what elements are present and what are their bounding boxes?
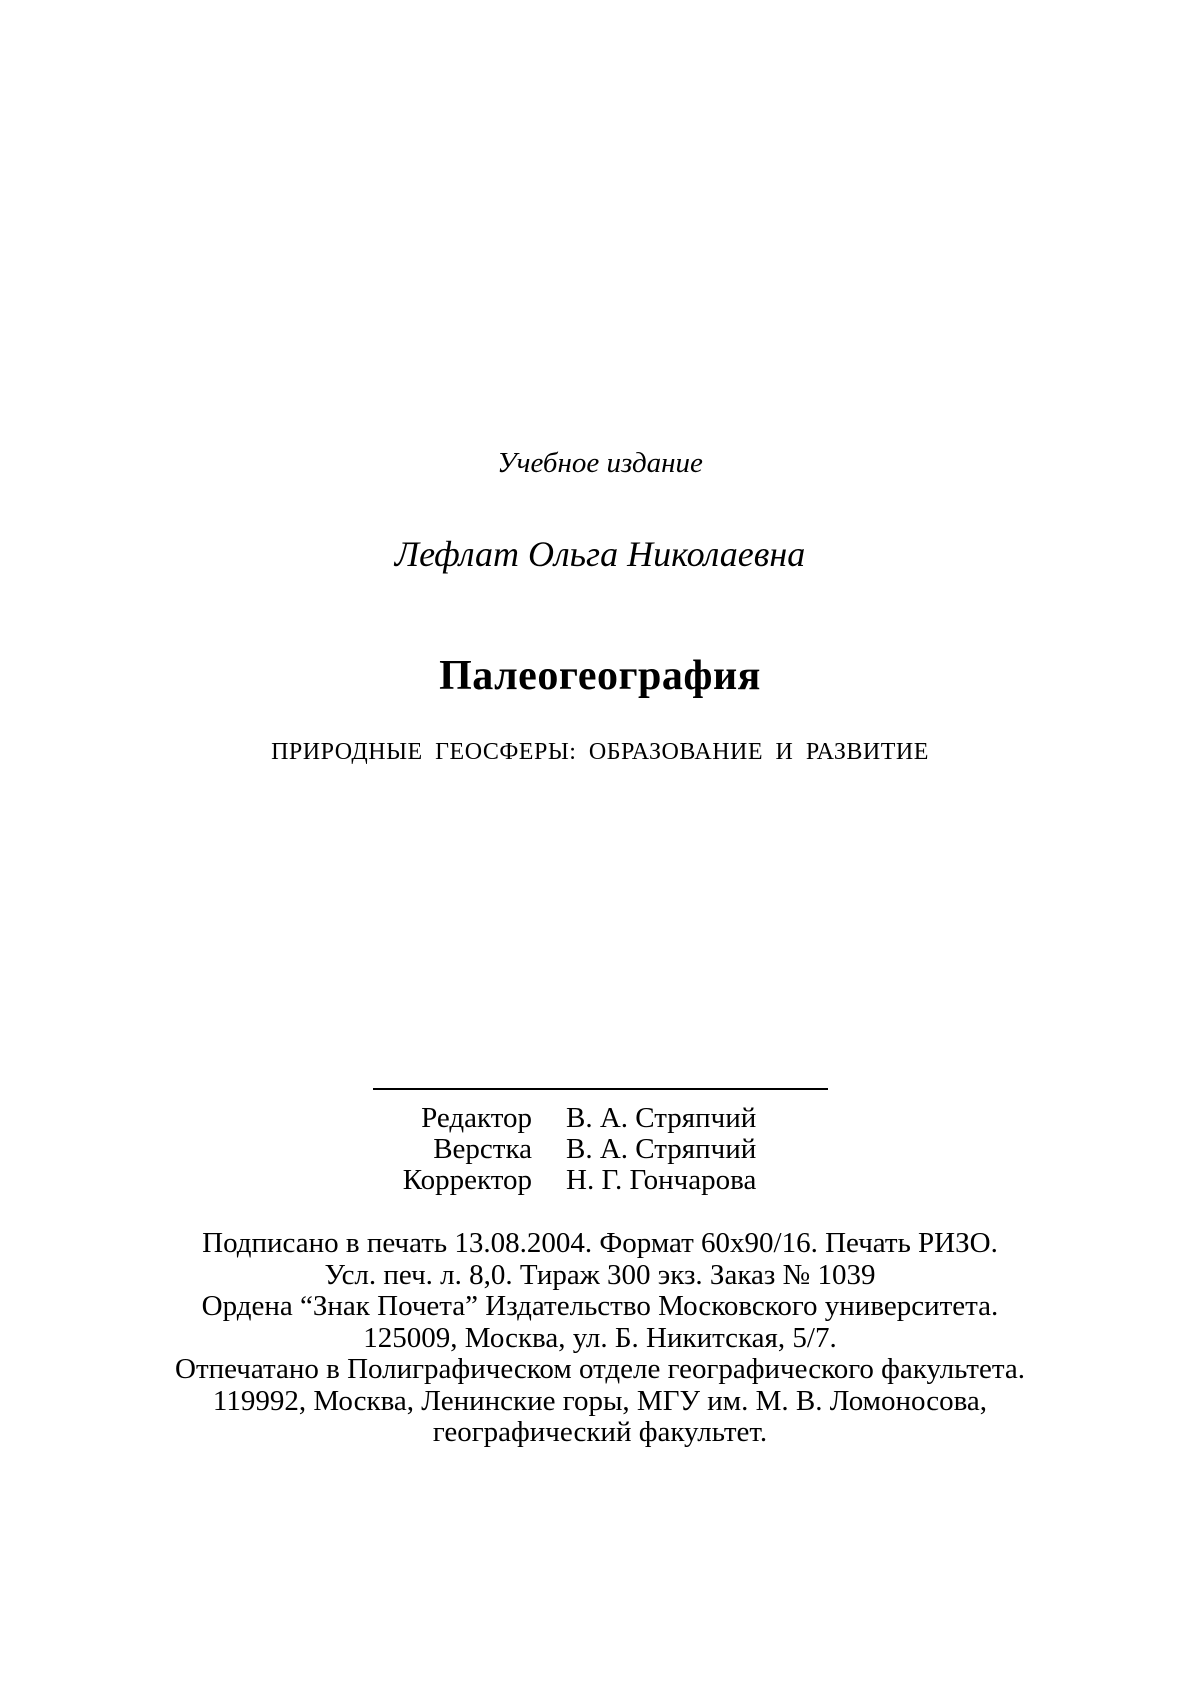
author-name: Лефлат Ольга Николаевна	[394, 534, 806, 574]
imprint-line: Отпечатано в Полиграфическом отделе географического факультета.	[175, 1353, 1025, 1385]
credits-block	[0, 1102, 1200, 1195]
credit-name: В. А. Стряпчий	[566, 1102, 757, 1134]
credit-role: Редактор	[421, 1102, 532, 1134]
credit-role: Верстка	[433, 1133, 532, 1165]
imprint-line: географический факультет.	[432, 1416, 768, 1448]
imprint-line: Усл. печ. л. 8,0. Тираж 300 экз. Заказ № 1039	[324, 1258, 876, 1291]
credit-row-proofreader	[0, 1164, 1200, 1195]
imprint-line: Подписано в печать 13.08.2004. Формат 60x90/16. Печать РИЗО.	[202, 1227, 998, 1259]
imprint-line: 125009, Москва, ул. Б. Никитская, 5/7.	[363, 1321, 837, 1354]
imprint-block	[0, 1228, 1200, 1449]
divider-rule	[373, 1088, 828, 1090]
imprint-line: 119992, Москва, Ленинские горы, МГУ им. М. В. Ломоносова,	[212, 1384, 988, 1417]
book-subtitle: ПРИРОДНЫЕ ГЕОСФЕРЫ: ОБРАЗОВАНИЕ И РАЗВИТИЕ	[271, 739, 929, 765]
credit-row-layout	[0, 1133, 1200, 1164]
imprint-line: Ордена “Знак Почета” Издательство Московского университета.	[201, 1290, 999, 1322]
credit-name: Н. Г. Гончарова	[566, 1164, 757, 1196]
book-title: Палеогеография	[439, 653, 761, 699]
publication-type: Учебное издание	[497, 447, 703, 479]
credit-role: Корректор	[402, 1164, 532, 1196]
credit-row-editor	[0, 1102, 1200, 1133]
credit-name: В. А. Стряпчий	[566, 1133, 757, 1165]
